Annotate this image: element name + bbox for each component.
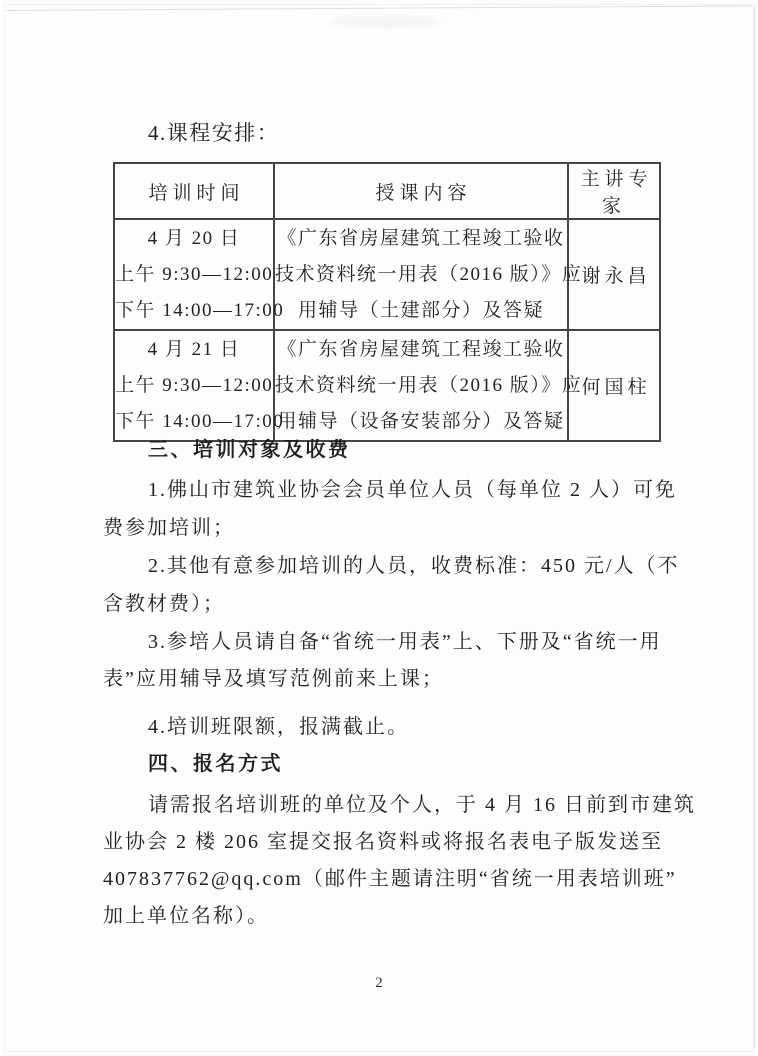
text-line: 业协会 2 楼 206 室提交报名资料或将报名表电子版发送至 [103,831,663,853]
text-line-with-email: 407837762@qq.com（邮件主题请注明“省统一用表培训班” [103,868,677,890]
course-schedule-table [113,162,661,442]
text-line: 加上单位名称）。 [103,905,269,927]
scan-artifact-top-line [6,5,752,11]
table-header-row [114,163,660,219]
text-line: 含教材费）； [103,593,225,615]
content-line: 《广东省房屋建筑工程竣工验收 [277,338,565,360]
column-header-training-time: 培训时间 [114,163,274,219]
content-line: 技术资料统一用表（2016 版）》应 [275,374,583,396]
text-line: 3.参培人员请自备“省统一用表”上、下册及“省统一用 [148,631,662,653]
afternoon-time-line: 下午 14:00—17:00 [115,410,285,432]
scan-artifact-smudge [330,16,440,28]
text-line: 表”应用辅导及填写范例前来上课； [103,668,444,690]
content-line: 用辅导（土建部分）及答疑 [297,299,544,321]
course-content-cell [274,330,583,441]
section-4-title: 四、报名方式 [148,753,283,775]
scan-artifact-right-edge [754,6,755,1048]
morning-time-line: 上午 9:30—12:00 [115,374,274,396]
content-line: 《广东省房屋建筑工程竣工验收 [277,227,565,249]
expert-name-cell: 何国柱 [568,330,660,441]
course-arrangement-heading: 4.课程安排： [148,121,280,145]
text-line: 4.培训班限额，报满截止。 [148,716,409,738]
text-line: 费参加培训； [103,517,235,539]
training-time-cell [114,330,285,441]
page-number: 2 [375,975,383,991]
column-header-lead-expert: 主讲专家 [568,163,660,219]
column-header-course-content: 授课内容 [274,163,568,219]
morning-time-line: 上午 9:30—12:00 [115,263,274,285]
content-line: 用辅导（设备安装部分）及答疑 [277,410,565,432]
expert-name-cell: 谢永昌 [568,219,660,330]
section-3-title: 三、培训对象及收费 [148,439,351,461]
text-line: 请需报名培训班的单位及个人，于 4 月 16 日前到市建筑 [148,794,696,816]
text-line: 2.其他有意参加培训的人员，收费标准：450 元/人（不 [148,555,680,577]
training-time-cell [114,219,285,330]
course-content-cell [274,219,583,330]
table-row-april-20 [114,219,660,330]
date-line: 4 月 21 日 [147,338,241,360]
text-line: 1.佛山市建筑业协会会员单位人员（每单位 2 人）可免 [148,479,677,501]
content-line: 技术资料统一用表（2016 版）》应 [275,263,583,285]
table-row-april-21 [114,330,660,441]
date-line: 4 月 20 日 [147,227,241,249]
afternoon-time-line: 下午 14:00—17:00 [115,299,285,321]
